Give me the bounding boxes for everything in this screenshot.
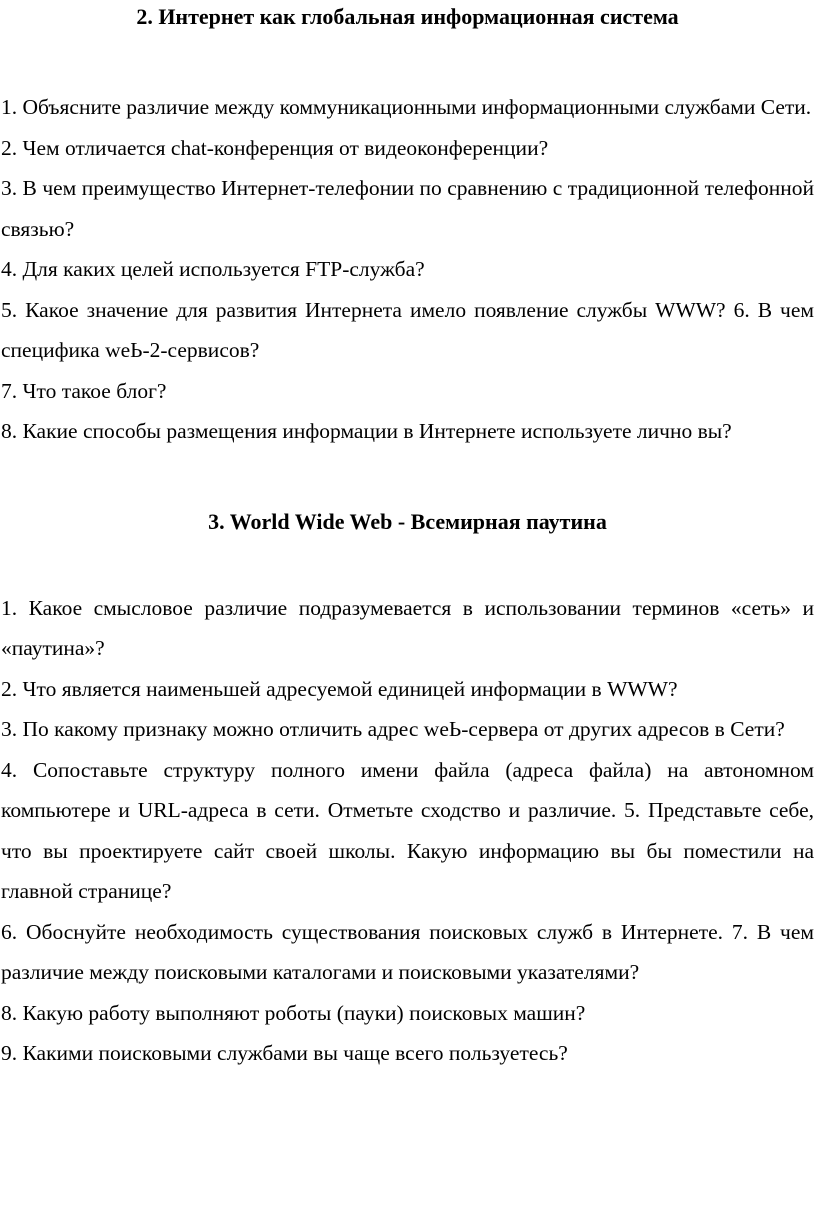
question-item: 1. Объясните различие между коммуникационными информационными службами Сети. <box>1 95 812 119</box>
question-item: 5. Какое значение для развития Интернета имело появление службы WWW? 6. В чем специфика weЬ-2-сервисов? <box>1 297 814 362</box>
section-title: 2. Интернет как глобальная информационная система <box>136 4 679 29</box>
question-item: 3. По какому признаку можно отличить адрес weЬ-сервера от других адресов в Сети? <box>1 717 785 741</box>
question-list <box>1 87 814 452</box>
question-item: 9. Какими поисковыми службами вы чаще всего пользуетесь? <box>1 1041 568 1065</box>
question-item: 1. Какое смысловое различие подразумевается в использовании терминов «сеть» и «паутина»? <box>1 595 814 660</box>
question-item: 2. Чем отличается chat-конференция от видеоконференции? <box>1 135 549 160</box>
question-item: 8. Какую работу выполняют роботы (пауки) поисковых машин? <box>1 1000 586 1025</box>
question-list <box>1 588 814 1074</box>
question-item: 8. Какие способы размещения информации в Интернете используете лично вы? <box>1 419 732 443</box>
question-item: 4. Для каких целей используется FTP-служба? <box>1 257 425 281</box>
section-title: 3. World Wide Web - Всемирная паутина <box>208 508 607 534</box>
question-item: 3. В чем преимущество Интернет-телефонии по сравнению с традиционной телефонной связью? <box>1 176 814 241</box>
question-item: 2. Что является наименьшей адресуемой единицей информации в WWW? <box>1 676 678 701</box>
question-item: 7. Что такое блог? <box>1 378 167 403</box>
question-item: 6. Обоснуйте необходимость существования поисковых служб в Интернете. 7. В чем различие между поисковыми каталогами и поисковыми указателями? <box>1 919 814 984</box>
question-item: 4. Сопоставьте структуру полного имени файла (адреса файла) на автономном компьютере и URL-адреса в сети. Отметьте сходство и различие. 5. Представьте себе, что вы проектируете сайт своей школы. Какую информацию вы бы поместили на главной странице? <box>1 757 814 903</box>
